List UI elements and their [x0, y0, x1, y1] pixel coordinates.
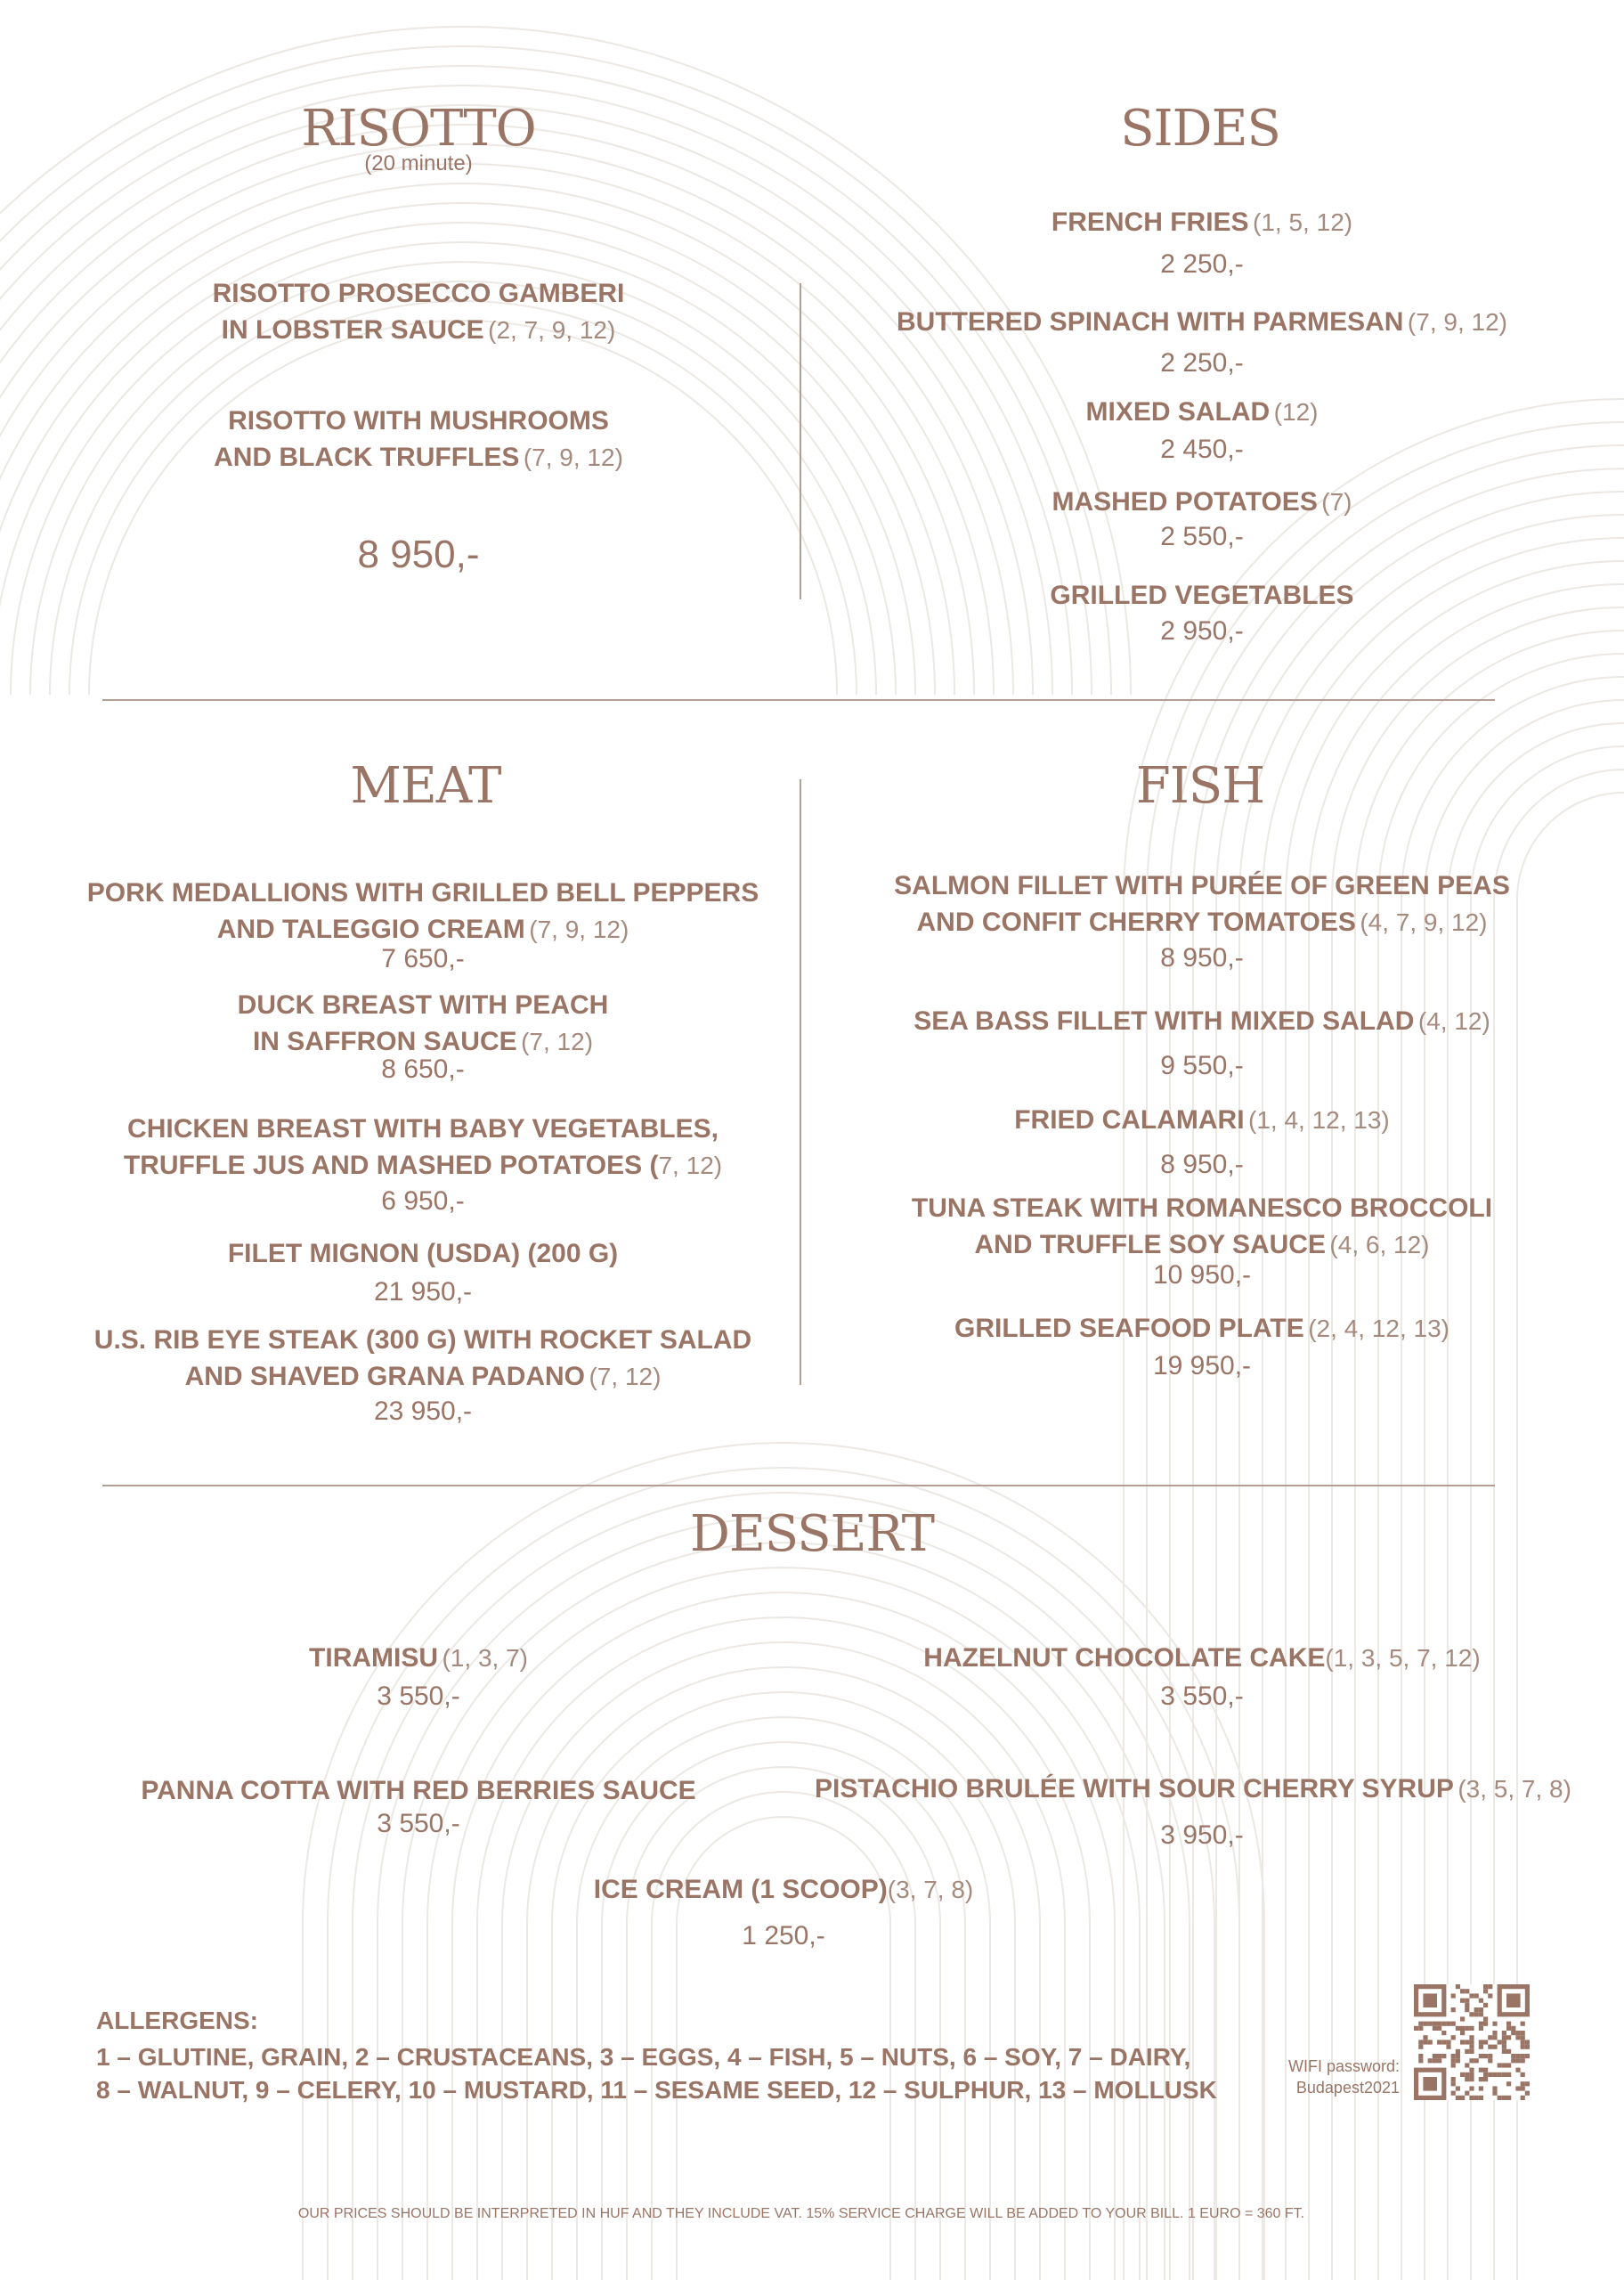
wifi-label: WIFI password: — [1287, 2057, 1400, 2075]
item-allergens: (7, 12) — [521, 1028, 594, 1055]
column-divider — [800, 283, 801, 599]
item-name: SALMON FILLET WITH PURÉE OF GREEN PEAS — [894, 871, 1510, 900]
item-name: MASHED POTATOES — [1052, 487, 1318, 517]
item-price: 2 250,- — [1160, 348, 1244, 378]
item-price: 9 550,- — [1160, 1051, 1244, 1080]
item-price: 3 550,- — [377, 1809, 460, 1838]
qr-code[interactable] — [1414, 1984, 1530, 2100]
background-arc — [527, 1667, 1040, 2280]
item-name: HAZELNUT CHOCOLATE CAKE — [923, 1643, 1326, 1673]
item-allergens: (1, 3, 5, 7, 12) — [1325, 1644, 1481, 1672]
item-name: FRIED CALAMARI — [1014, 1105, 1245, 1135]
item-allergens: (12) — [1273, 398, 1319, 426]
item-price: 10 950,- — [1152, 1260, 1252, 1290]
risotto-title: RISOTTO — [301, 100, 536, 158]
item-name: SEA BASS FILLET WITH MIXED SALAD — [914, 1006, 1415, 1036]
item-name: TUNA STEAK WITH ROMANESCO BROCCOLI — [911, 1193, 1493, 1223]
item-price: 2 550,- — [1160, 522, 1244, 551]
item-allergens: (1, 3, 7) — [442, 1644, 528, 1672]
item-allergens: (7, 9, 12) — [523, 444, 623, 471]
item-name: AND SHAVED GRANA PADANO — [184, 1362, 586, 1391]
item-name: DUCK BREAST WITH PEACH — [237, 990, 609, 1020]
item-name: PISTACHIO BRULÉE WITH SOUR CHERRY SYRUP — [815, 1774, 1454, 1804]
item-name: MIXED SALAD — [1085, 397, 1271, 427]
item-name: RISOTTO PROSECCO GAMBERI — [212, 279, 625, 308]
item-price: 8 650,- — [381, 1054, 465, 1084]
item-price: 3 550,- — [377, 1682, 460, 1711]
sides-title: SIDES — [1120, 100, 1280, 158]
meat-title: MEAT — [350, 757, 501, 815]
item-allergens: (4, 6, 12) — [1329, 1231, 1430, 1258]
item-name: AND CONFIT CHERRY TOMATOES — [916, 908, 1356, 937]
item-name: BUTTERED SPINACH WITH PARMESAN — [897, 307, 1404, 337]
item-price: 6 950,- — [381, 1186, 465, 1216]
background-arc — [502, 1642, 1065, 2280]
item-allergens: (7) — [1321, 488, 1352, 516]
item-name: CHICKEN BREAST WITH BABY VEGETABLES, — [127, 1114, 719, 1144]
item-name: TRUFFLE JUS AND MASHED POTATOES ( — [123, 1151, 659, 1180]
item-price: 3 550,- — [1160, 1682, 1244, 1711]
menu-item — [107, 1642, 730, 1679]
menu-item — [116, 405, 721, 478]
section-divider — [102, 1485, 1495, 1486]
allergens-line: 1 – GLUTINE, GRAIN, 2 – CRUSTACEANS, 3 – EGGS, 4 – FISH, 5 – NUTS, 6 – SOY, 7 – DAIRY, — [96, 2043, 1191, 2071]
item-name: AND BLACK TRUFFLES — [214, 443, 520, 472]
risotto-price: 8 950,- — [357, 533, 480, 576]
item-price: 3 950,- — [1160, 1820, 1244, 1850]
menu-item — [881, 1642, 1522, 1679]
item-name: IN LOBSTER SAUCE — [221, 315, 484, 345]
item-price: 2 250,- — [1160, 249, 1244, 279]
section-divider — [102, 699, 1495, 701]
item-name: AND TALEGGIO CREAM — [216, 915, 525, 944]
background-arc — [89, 321, 837, 695]
menu-item — [53, 1238, 792, 1274]
wifi-password: Budapest2021 — [1295, 2079, 1400, 2097]
item-allergens: 7, 12) — [658, 1152, 723, 1179]
menu-item — [837, 870, 1567, 943]
item-price: 8 950,- — [1160, 1150, 1244, 1179]
fish-title: FISH — [1135, 757, 1265, 815]
item-name: U.S. RIB EYE STEAK (300 G) WITH ROCKET SALAD — [93, 1325, 752, 1355]
item-price: 7 650,- — [381, 944, 465, 973]
item-name: RISOTTO WITH MUSHROOMS — [228, 406, 609, 436]
allergens-title: ALLERGENS: — [96, 2007, 258, 2034]
item-allergens: (2, 4, 12, 13) — [1308, 1315, 1449, 1342]
item-price: 2 450,- — [1160, 435, 1244, 464]
item-allergens: (2, 7, 9, 12) — [488, 316, 616, 344]
menu-item — [801, 1773, 1585, 1810]
item-allergens: (1, 4, 12, 13) — [1248, 1106, 1390, 1134]
item-name: PORK MEDALLIONS WITH GRILLED BELL PEPPERS — [86, 878, 759, 908]
item-allergens: (1, 5, 12) — [1253, 208, 1353, 236]
menu-item — [837, 580, 1567, 616]
item-price: 2 950,- — [1160, 616, 1244, 646]
column-divider — [800, 779, 801, 1385]
menu-item — [98, 1775, 739, 1812]
item-allergens: (3, 7, 8) — [887, 1876, 974, 1903]
menu-item — [53, 877, 792, 950]
menu-item — [837, 1104, 1567, 1141]
menu-item — [837, 1193, 1567, 1266]
menu-item — [53, 1113, 792, 1186]
item-price: 23 950,- — [373, 1396, 473, 1426]
menu-item — [837, 486, 1567, 523]
item-price: 19 950,- — [1152, 1351, 1252, 1380]
menu-item — [472, 1874, 1095, 1910]
menu-item — [837, 1006, 1567, 1042]
item-name: ICE CREAM (1 SCOOP) — [593, 1875, 888, 1904]
menu-item — [36, 1324, 810, 1397]
item-allergens: (7, 9, 12) — [529, 916, 629, 943]
allergens-line: 8 – WALNUT, 9 – CELERY, 10 – MUSTARD, 11 – SESAME SEED, 12 – SULPHUR, 13 – MOLLUSK — [96, 2076, 1217, 2104]
item-name: AND TRUFFLE SOY SAUCE — [974, 1230, 1326, 1259]
item-price: 21 950,- — [373, 1277, 473, 1307]
item-name: FRENCH FRIES — [1051, 208, 1249, 237]
item-price: 8 950,- — [1160, 943, 1244, 973]
dessert-title: DESSERT — [690, 1505, 934, 1563]
menu-item — [837, 306, 1567, 343]
item-allergens: (4, 7, 9, 12) — [1360, 908, 1488, 936]
item-allergens: (4, 12) — [1417, 1007, 1490, 1035]
item-name: TIRAMISU — [309, 1643, 439, 1673]
item-allergens: (7, 9, 12) — [1407, 308, 1507, 336]
menu-item — [837, 1313, 1567, 1349]
menu-item — [837, 207, 1567, 243]
item-allergens: (3, 5, 7, 8) — [1458, 1775, 1571, 1803]
menu-item — [116, 278, 721, 351]
item-name: GRILLED SEAFOOD PLATE — [954, 1314, 1304, 1343]
menu-item — [53, 989, 792, 1063]
item-name: IN SAFFRON SAUCE — [252, 1027, 517, 1056]
risotto-subtitle: (20 minute) — [364, 151, 473, 175]
item-allergens: (7, 12) — [589, 1363, 662, 1390]
item-price: 1 250,- — [742, 1921, 825, 1950]
wifi-info — [1229, 2056, 1400, 2098]
item-name: FILET MIGNON (USDA) (200 G) — [227, 1239, 619, 1268]
item-name: GRILLED VEGETABLES — [1050, 581, 1354, 610]
item-name: PANNA COTTA WITH RED BERRIES SAUCE — [141, 1776, 696, 1805]
menu-item — [837, 396, 1567, 433]
footer-note: OUR PRICES SHOULD BE INTERPRETED IN HUF AND THEY INCLUDE VAT. 15% SERVICE CHARGE WILL BE ADDED TO YOUR BILL. 1 EURO = 360 FT. — [297, 2206, 1305, 2221]
